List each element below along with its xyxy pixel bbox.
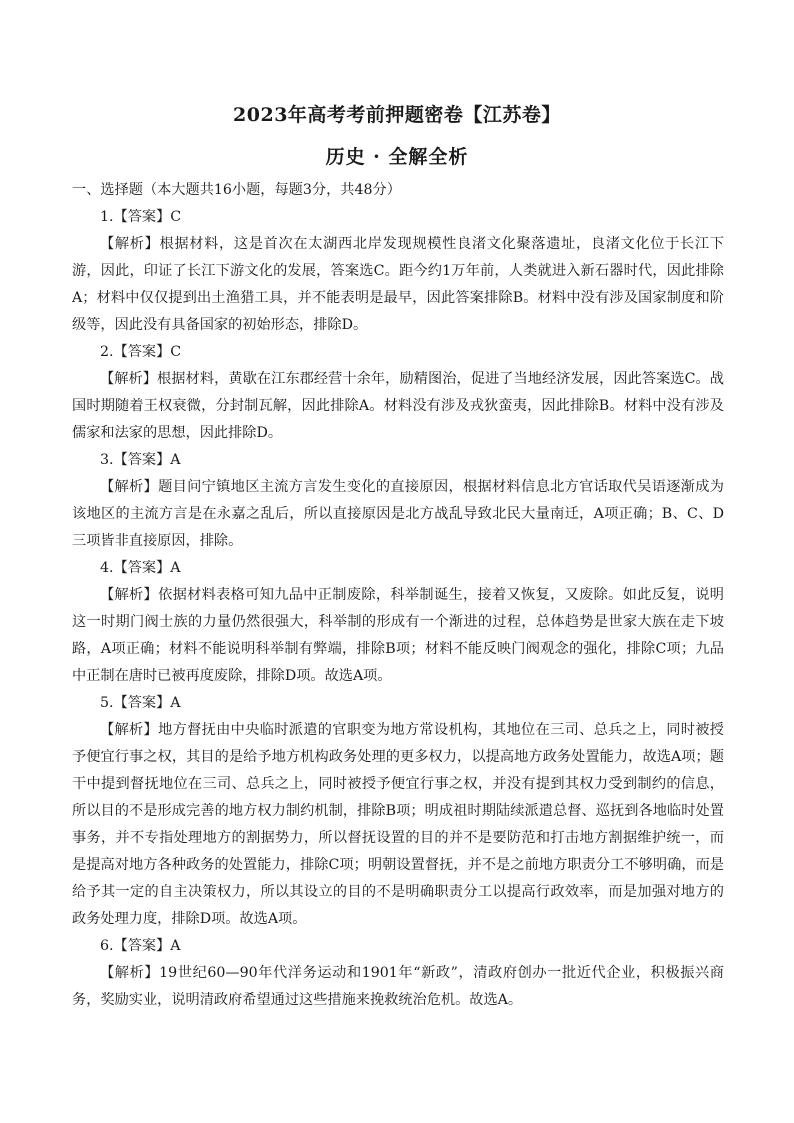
document-title: 2023年高考考前押题密卷【江苏卷】 (233, 104, 561, 126)
analysis-paragraph-6: 【解析】19世纪60—90年代洋务运动和1901年“新政”，清政府创办一批近代企业，积极振兴商务，奖励实业，说明清政府希望通过这些措施来挽救统治危机。故选A。 (72, 965, 724, 1008)
section-heading: 一、选择题（本大题共16小题，每题3分，共48分） (72, 182, 401, 198)
answer-line-4: 4.【答案】A (100, 560, 181, 576)
document-subtitle: 历史 · 全解全析 (325, 146, 469, 168)
answer-line-2: 2.【答案】C (100, 344, 182, 360)
document-body (72, 177, 724, 1014)
analysis-paragraph-1: 【解析】根据材料，这是首次在太湖西北岸发现规模性良渚文化聚落遗址，良渚文化位于长江下游，因此，印证了长江下游文化的发展，答案选C。距今约1万年前，人类就进入新石器时代，因此排除A；材料中仅仅提到出土渔猎工具，并不能表明是最早，因此答案排除B。材料中没有涉及国家制度和阶级等，因此没有具备国家的初始形态，排除D。 (72, 236, 724, 333)
analysis-paragraph-5: 【解析】地方督抚由中央临时派遣的官职变为地方常设机构，其地位在三司、总兵之上，同时被授予便宜行事之权，其目的是给予地方机构政务处理的更多权力，以提高地方政务处置能力，故选A项；题干中提到督抚地位在三司、总兵之上，同时被授予便宜行事之权，并没有提到其权力受到制约的信息，所以目的不是形成完善的地方权力制约机制，排除B项；明成祖时期陆续派遣总督、巡抚到各地临时处置事务，并不专指处理地方的割据势力，所以督抚设置的目的并不是要防范和打击地方割据维护统一，而是提高对地方各种政务的处置能力，排除C项；明朝设置督抚，并不是之前地方职责分工不够明确，而是给予其一定的自主决策权力，所以其设立的目的不是明确职责分工以提高行政效率，而是加强对地方的政务处理力度，排除D项。故选A项。 (72, 722, 724, 927)
answer-line-5: 5.【答案】A (100, 695, 181, 711)
answer-line-1: 1.【答案】C (100, 209, 182, 225)
answer-line-6: 6.【答案】A (100, 938, 181, 954)
analysis-paragraph-4: 【解析】依据材料表格可知九品中正制废除，科举制诞生，接着又恢复，又废除。如此反复，说明这一时期门阀士族的力量仍然很强大，科举制的形成有一个渐进的过程，总体趋势是世家大族在走下坡路，A项正确；材料不能说明科举制有弊端，排除B项；材料不能反映门阀观念的强化，排除C项；九品中正制在唐时已被再度废除，排除D项。故选A项。 (72, 587, 724, 684)
answer-line-3: 3.【答案】A (100, 452, 181, 468)
analysis-paragraph-3: 【解析】题目问宁镇地区主流方言发生变化的直接原因，根据材料信息北方官话取代吴语逐渐成为该地区的主流方言是在永嘉之乱后，所以直接原因是北方战乱导致北民大量南迁，A项正确；B、C、D三项皆非直接原因，排除。 (72, 479, 724, 549)
analysis-paragraph-2: 【解析】根据材料，黄歇在江东郡经营十余年，励精图治，促进了当地经济发展，因此答案选C。战国时期随着王权衰微，分封制瓦解，因此排除A。材料没有涉及戎狄蛮夷，因此排除B。材料中没有涉及儒家和法家的思想，因此排除D。 (72, 371, 724, 441)
